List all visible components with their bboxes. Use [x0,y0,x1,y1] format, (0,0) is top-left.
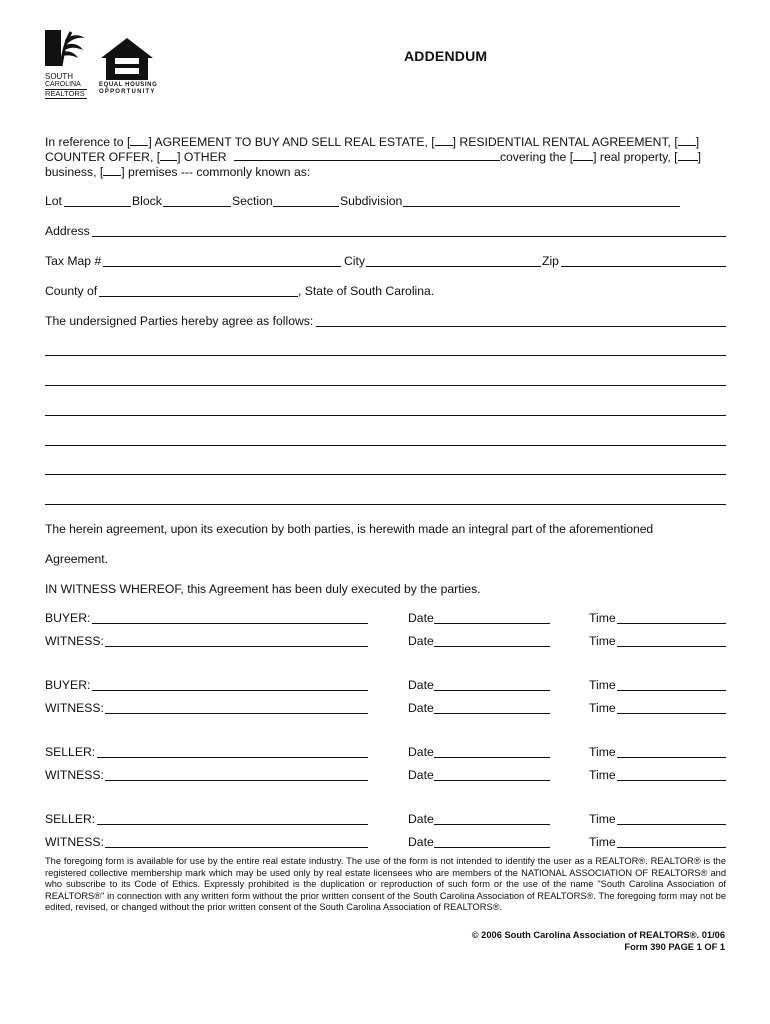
seller-7-label: SELLER: [45,812,96,826]
county-field[interactable] [99,296,298,297]
eho-line1: EQUAL HOUSING [99,82,158,88]
checkbox-other[interactable] [160,149,177,161]
checkbox-business-premises[interactable] [103,164,121,176]
logo-sc-line1: SOUTH [45,72,73,81]
buyer-1-time-field[interactable] [617,623,726,624]
block-field[interactable] [163,206,231,207]
county-label: County of [45,284,98,298]
footer-disclaimer: The foregoing form is available for use by the entire real estate industry. The use of the form is not intended to identify the user as a REALTOR®. REALTOR® is the registered collective membership mark which may be used only by real estate licensees who are members of the NATIONAL ASSOCIATION OF REALTORS® and who subscribe to its Code of Ethics. Expressly prohibited is the duplication or reproduction of such form or the use of the name "South Carolina Association of REALTORS®" in connection with any written form without the prior written consent of the South Carolina Association of REALTORS®. The foregoing form may not be edited, revised, or changed without the prior written consent of the South Carolina Association of REALTORS®. [45,856,726,913]
eho-line2: OPPORTUNITY [99,89,156,95]
integral-part-text: The herein agreement, upon its execution by both parties, is herewith made an integral part of the aforementioned [45,522,654,536]
witness-4-time-field[interactable] [617,713,726,714]
witness-6-date-field[interactable] [434,780,550,781]
witness-2-time-field[interactable] [617,646,726,647]
terms-line-6[interactable] [45,504,726,505]
witness-8-time-field[interactable] [617,847,726,848]
witness-6-time-label: Time [589,768,616,782]
buyer-1-date-field[interactable] [434,623,550,624]
seller-7-date-field[interactable] [434,824,550,825]
buyer-3-label: BUYER: [45,678,91,692]
witness-2-time-label: Time [589,634,616,648]
buyer-3-time-field[interactable] [617,690,726,691]
intro-line-1 [45,134,699,150]
subdivision-field[interactable] [403,206,680,207]
intro-1d: ] [695,135,700,149]
intro-3a: business, [ [45,165,104,179]
checkbox-counter-offer[interactable] [678,134,696,146]
section-field[interactable] [273,206,339,207]
witness-2-label: WITNESS: [45,634,104,648]
witness-4-date-field[interactable] [434,713,550,714]
witness-4-signature-field[interactable] [105,713,368,714]
lot-label: Lot [45,194,62,208]
seller-7-date-label: Date [408,812,434,826]
witness-2-date-label: Date [408,634,434,648]
witness-8-label: WITNESS: [45,835,104,849]
buyer-1-date-label: Date [408,611,434,625]
seller-5-time-field[interactable] [617,757,726,758]
witness-6-time-field[interactable] [617,780,726,781]
other-description-field[interactable] [234,149,500,161]
witness-8-date-field[interactable] [434,847,550,848]
witness-6-signature-field[interactable] [105,780,368,781]
witness-2-signature-field[interactable] [105,646,368,647]
witness-whereof-text: IN WITNESS WHEREOF, this Agreement has been duly executed by the parties. [45,582,481,596]
seller-5-date-field[interactable] [434,757,550,758]
witness-6-date-label: Date [408,768,434,782]
checkbox-residential-rental[interactable] [435,134,453,146]
checkbox-agreement-buy-sell[interactable] [130,134,148,146]
seller-7-time-label: Time [589,812,616,826]
buyer-1-signature-field[interactable] [92,623,368,624]
seller-7-signature-field[interactable] [97,824,368,825]
parties-agree-label: The undersigned Parties hereby agree as follows: [45,314,314,328]
zip-label: Zip [542,254,559,268]
tax-map-field[interactable] [103,266,341,267]
buyer-1-label: BUYER: [45,611,91,625]
buyer-3-signature-field[interactable] [92,690,368,691]
checkbox-business[interactable] [678,149,698,161]
zip-field[interactable] [561,266,726,267]
equal-housing-icon [97,36,157,82]
page-title: ADDENDUM [404,48,488,64]
address-field[interactable] [92,236,726,237]
terms-line-0[interactable] [316,326,726,327]
seller-5-time-label: Time [589,745,616,759]
witness-8-time-label: Time [589,835,616,849]
city-field[interactable] [366,266,541,267]
terms-line-5[interactable] [45,474,726,475]
intro-3b: ] premises --- commonly known as: [121,165,311,179]
city-label: City [344,254,365,268]
intro-1b: ] AGREEMENT TO BUY AND SELL REAL ESTATE, [ [148,135,435,149]
witness-2-date-field[interactable] [434,646,550,647]
section-label: Section [232,194,273,208]
equal-housing-logo [97,36,157,96]
terms-line-4[interactable] [45,445,726,446]
footer-copyright: © 2006 South Carolina Association of REALTORS®. 01/06 [471,930,725,940]
terms-line-3[interactable] [45,415,726,416]
logo-sc-line2: CAROLINA [45,81,81,88]
intro-2c: covering the [ [499,150,574,164]
address-label: Address [45,224,90,238]
checkbox-real-property[interactable] [573,149,593,161]
seller-5-signature-field[interactable] [97,757,368,758]
logo-sc-line3: REALTORS [45,89,87,99]
witness-4-date-label: Date [408,701,434,715]
witness-6-label: WITNESS: [45,768,104,782]
witness-8-date-label: Date [408,835,434,849]
intro-2a: COUNTER OFFER, [ [45,150,161,164]
intro-2e: ] [697,150,701,164]
intro-1c: ] RESIDENTIAL RENTAL AGREEMENT, [ [452,135,678,149]
terms-line-1[interactable] [45,355,726,356]
buyer-3-date-field[interactable] [434,690,550,691]
buyer-3-date-label: Date [408,678,434,692]
witness-4-time-label: Time [589,701,616,715]
buyer-1-time-label: Time [589,611,616,625]
sc-realtors-logo [45,28,87,98]
footer-form-id: Form 390 PAGE 1 OF 1 [624,942,725,952]
integral-part-text-2: Agreement. [45,552,109,566]
tax-map-label: Tax Map # [45,254,102,268]
palmetto-icon [45,28,87,68]
intro-2d: ] real property, [ [593,150,678,164]
lot-field[interactable] [64,206,131,207]
intro-1a: In reference to [ [45,135,131,149]
witness-8-signature-field[interactable] [105,847,368,848]
seller-5-label: SELLER: [45,745,96,759]
witness-4-label: WITNESS: [45,701,104,715]
subdivision-label: Subdivision [340,194,403,208]
terms-line-2[interactable] [45,385,726,386]
intro-line-2 [45,149,726,165]
state-label: , State of South Carolina. [298,284,435,298]
block-label: Block [132,194,162,208]
buyer-3-time-label: Time [589,678,616,692]
seller-5-date-label: Date [408,745,434,759]
intro-line-3 [45,164,310,180]
seller-7-time-field[interactable] [617,824,726,825]
intro-2b: ] OTHER [177,150,227,164]
